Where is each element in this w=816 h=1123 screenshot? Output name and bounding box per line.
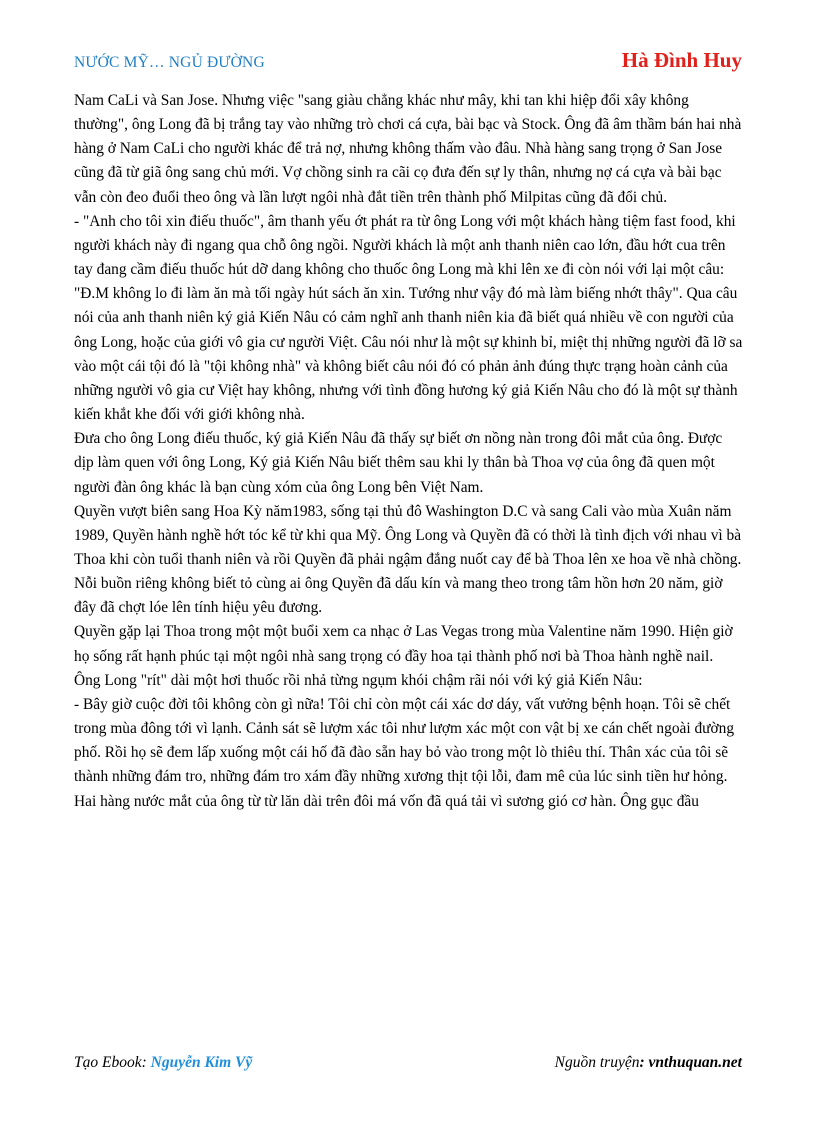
paragraph: Đưa cho ông Long điếu thuốc, ký giả Kiến Nâu đã thấy sự biết ơn nồng nàn trong đôi mắt của ông. Được dịp làm quen với ông Long, Ký giả Kiến Nâu biết thêm sau khi ly thân bà Thoa vợ của ông đã quen một người đàn ông khác là bạn cùng xóm của ông Long bên Việt Nam. bbox=[74, 430, 723, 496]
paragraph: - Bây giờ cuộc đời tôi không còn gì nữa! Tôi chỉ còn một cái xác dơ dáy, vất vưởng bệnh hoạn. Tôi sẽ chết trong mùa đông tới vì lạnh. Cảnh sát sẽ lượm xác tôi như lượm xác một con vật bị xe cán chết ngoài đường phố. Rồi họ sẽ đem lấp xuống một cái hố đã đào sẵn hay bỏ vào trong một lò thiêu thí. Thân xác của tôi sẽ thành những đám tro, những đám tro xám đầy những xương thịt tội lỗi, đam mê của lúc sinh tiền hư hỏng. bbox=[74, 695, 735, 786]
ebook-separator: : bbox=[141, 1054, 151, 1071]
source-credit bbox=[555, 1054, 742, 1072]
page-header bbox=[74, 48, 742, 78]
paragraph: - "Anh cho tôi xin điếu thuốc", âm thanh yếu ớt phát ra từ ông Long với một khách hàng tiệm fast food, khi người khách này đi ngang qua chỗ ông ngồi. Người khách là một anh thanh niên cao lớn, đầu hớt cua trên tay đang cầm điếu thuốc hút dỡ dang không cho thuốc ông Long mà khi lên xe đi còn nói với lại một câu: bbox=[74, 212, 736, 279]
book-title: NƯỚC MỸ… NGỦ ĐƯỜNG bbox=[74, 54, 265, 71]
source-site: vnthuquan.net bbox=[648, 1054, 742, 1071]
paragraph: Quyền gặp lại Thoa trong một một buổi xem ca nhạc ở Las Vegas trong mùa Valentine năm 1990. Hiện giờ họ sống rất hạnh phúc tại một ngôi nhà sang trọng có đầy hoa tại thành phố nơi bà Thoa hành nghề nail. bbox=[74, 623, 733, 665]
paragraph: Quyền vượt biên sang Hoa Kỳ năm1983, sống tại thủ đô Washington D.C và sang Cali vào mùa Xuân năm 1989, Quyền hành nghề hớt tóc kể từ khi qua Mỹ. Ông Long và Quyền đã có thời là tình địch với nhau vì bà Thoa khi còn tuổi thanh niên và rồi Quyền đã phải ngậm đắng nuốt cay để bà Thoa lên xe hoa về nhà chồng. Nỗi buồn riêng không biết tỏ cùng ai ông Quyền đã dấu kín và mang theo trong tâm hồn hơn 20 năm, giờ đây đã chợt lóe lên tính hiệu yêu đương. bbox=[74, 502, 742, 617]
paragraph: "Đ.M không lo đi làm ăn mà tối ngày hút sách ăn xin. Tướng như vậy đó mà làm biếng nhớt thây". Qua câu nói của anh thanh niên ký giả Kiến Nâu có cảm nghĩ anh thanh niên kia đã biết quá nhiều về con người của ông Long, hoặc của giới vô gia cư người Việt. Câu nói như là một sự khinh bỉ, miệt thị những người đã lỡ sa vào một cái tội đó là "tội không nhà" và không biết câu nói đó có phản ảnh đúng thực trạng hoàn cảnh của những người vô gia cư Việt hay không, nhưng với tình đồng hương ký giả Kiến Nâu cho đó là một sự thành kiến khắt khe đối với giới không nhà. bbox=[74, 285, 743, 424]
source-separator: : bbox=[639, 1054, 649, 1071]
source-label: Nguồn truyện bbox=[554, 1054, 640, 1071]
paragraph: Nam CaLi và San Jose. Nhưng việc "sang giàu chẳng khác như mây, khi tan khi hiệp đổi xây không thường", ông Long đã bị trắng tay vào những trò chơi cá cựa, bài bạc và Stock. Ông đã âm thầm bán hai nhà hàng ở Nam CaLi cho người khác để trả nợ, nhưng không thấm vào đâu. Nhà hàng sang trọng ở San Jose cũng đã từ giã ông sang chủ mới. Vợ chồng sinh ra cãi cọ đưa đến sự ly thân, nhưng nợ cá cựa và bài bạc vẫn còn đeo đuổi theo ông và lần lượt ngôi nhà đắt tiền trên thành phố Milpitas cũng đã đổi chủ. bbox=[74, 92, 742, 206]
paragraph: Ông Long "rít" dài một hơi thuốc rồi nhả từng ngụm khói chậm rãi nói với ký giả Kiến Nâu: bbox=[74, 671, 643, 689]
ebook-label: Tạo Ebook bbox=[74, 1054, 142, 1071]
page-body bbox=[74, 89, 744, 814]
ebook-credit bbox=[74, 1054, 252, 1072]
author-name: Hà Đình Huy bbox=[621, 48, 742, 72]
ebook-creator: Nguyễn Kim Vỹ bbox=[150, 1054, 253, 1071]
paragraph: Hai hàng nước mắt của ông từ từ lăn dài trên đôi má vốn đã quá tải vì sương gió cơ hàn. Ông gục đầu bbox=[74, 792, 699, 810]
page-footer bbox=[74, 1054, 742, 1076]
